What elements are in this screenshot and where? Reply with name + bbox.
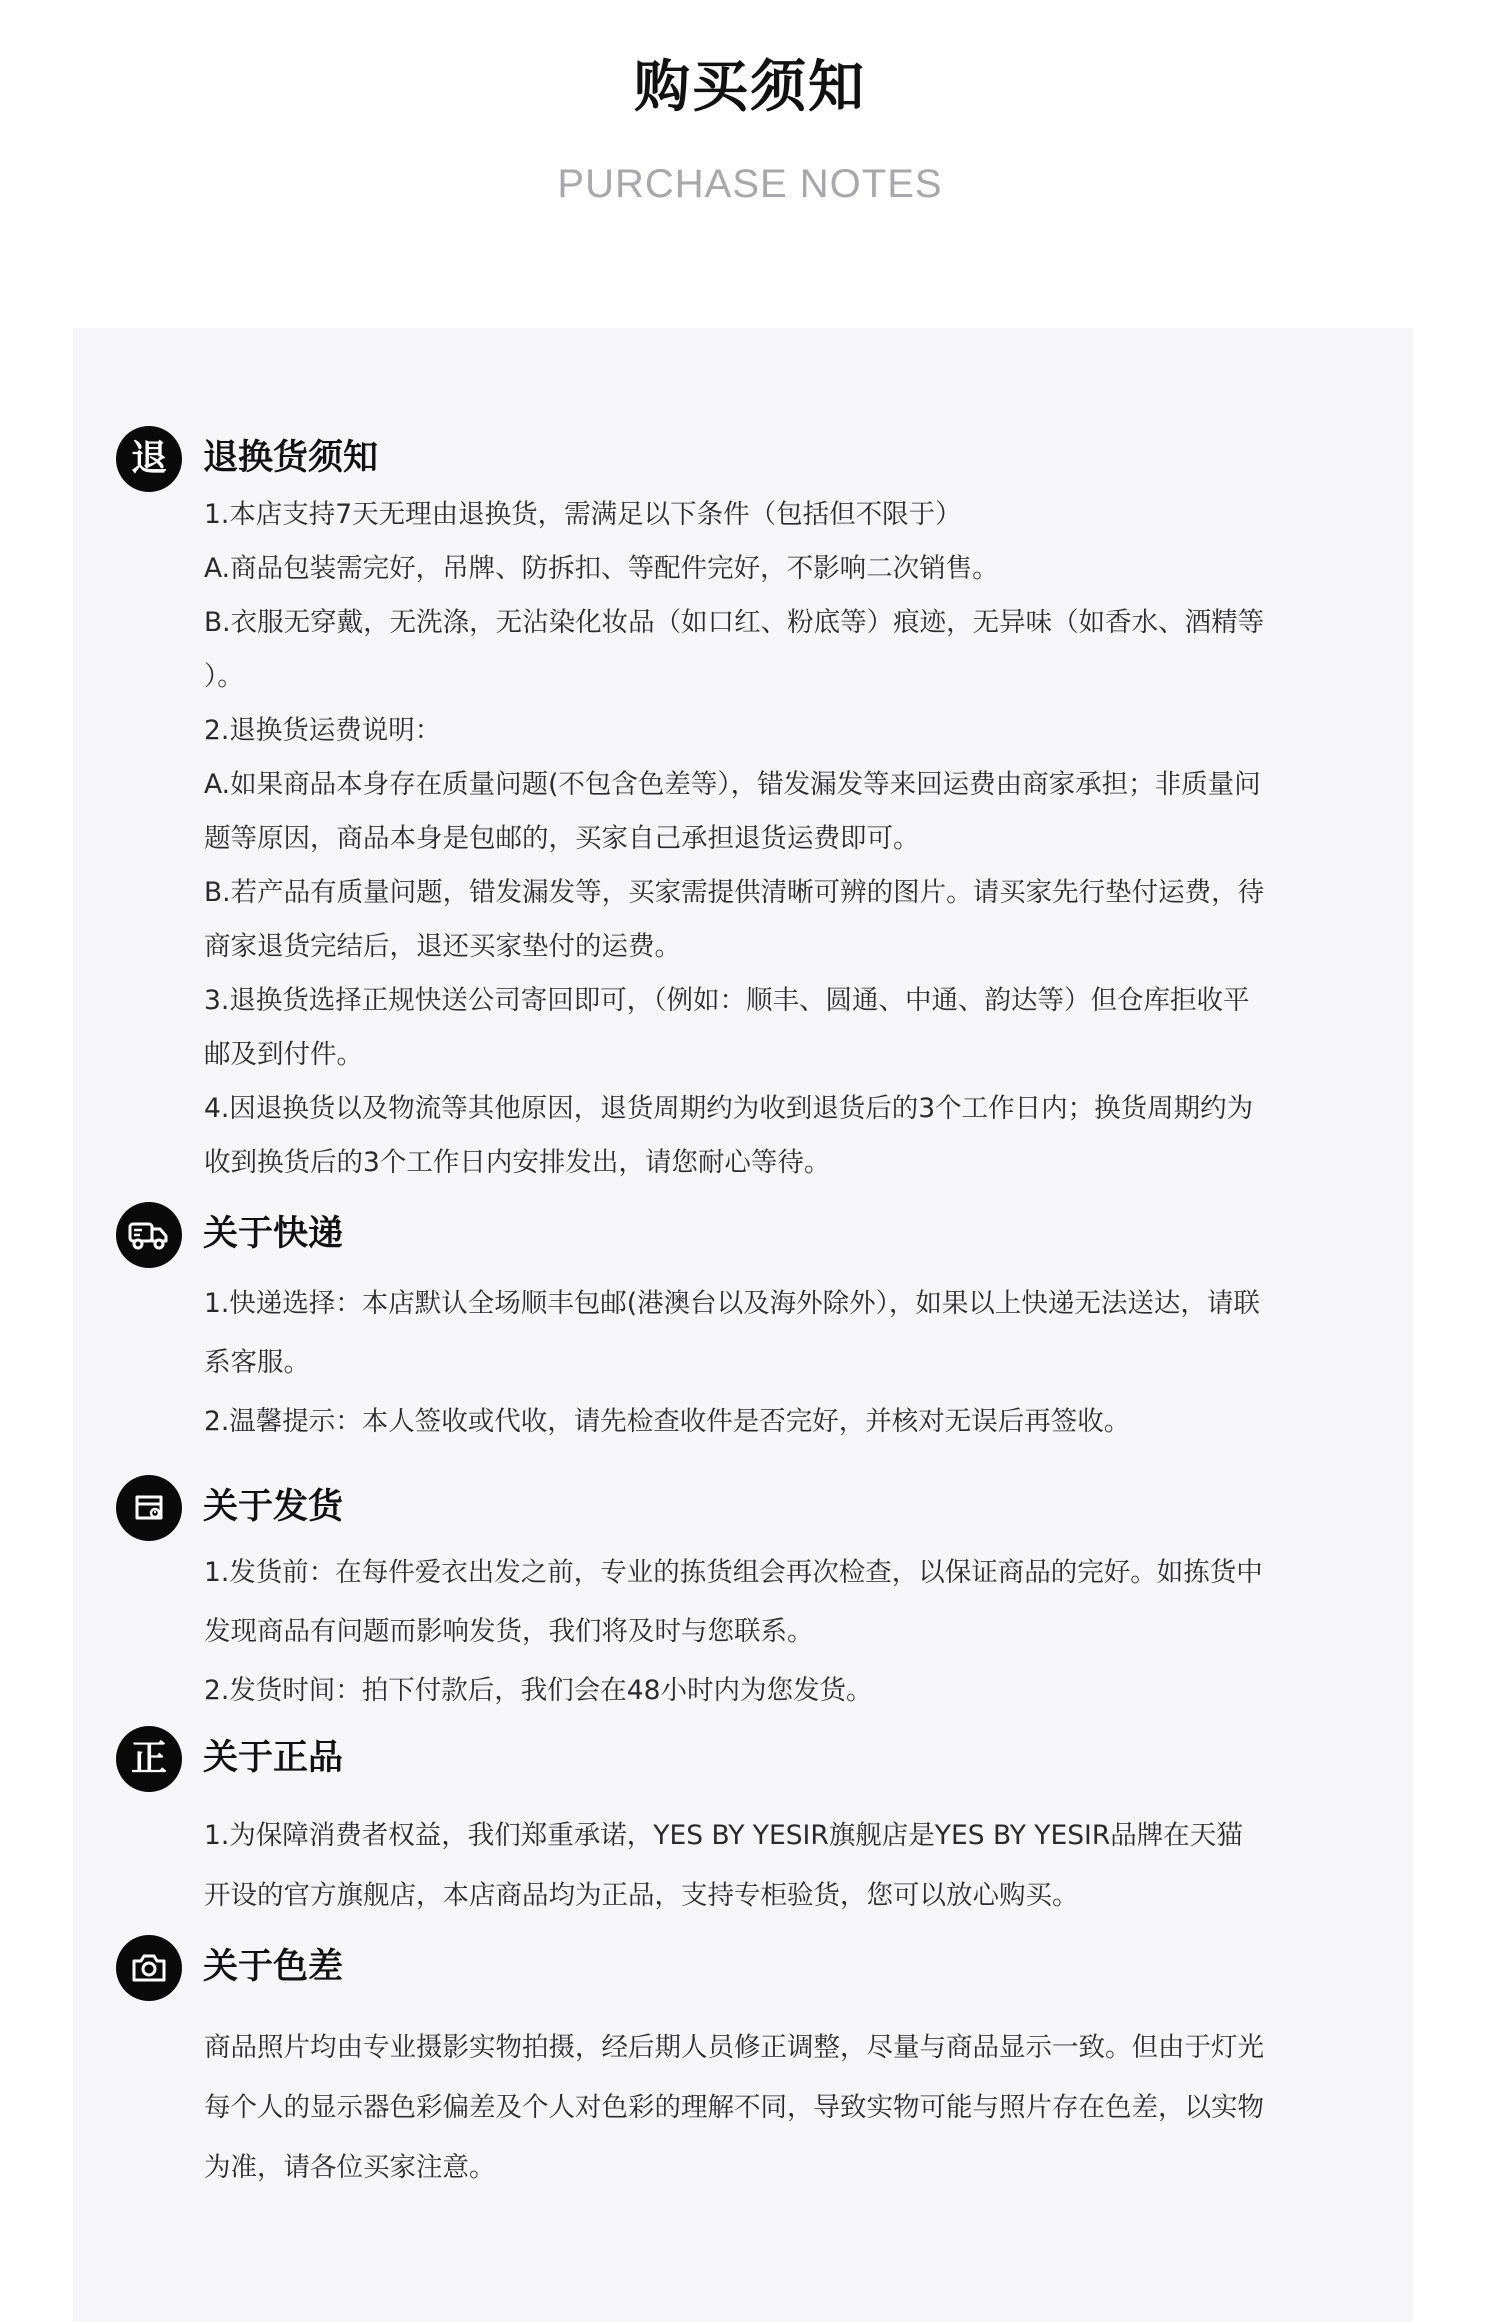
text-line: ）。: [204, 661, 244, 692]
text-line: 商品照片均由专业摄影实物拍摄，经后期人员修正调整，尽量与商品显示一致。但由于灯光: [204, 2032, 1264, 2063]
return-char-icon: 退: [116, 426, 182, 492]
section-header: [73, 1726, 1413, 1796]
section-header: [73, 1475, 1413, 1545]
shipping-box-icon: [116, 1475, 182, 1541]
text-line: 邮及到付件。: [204, 1039, 363, 1070]
section-title: 退换货须知: [203, 438, 379, 478]
section-title: 关于正品: [203, 1738, 344, 1778]
camera-icon: [116, 1935, 182, 2001]
section-header: [73, 1935, 1413, 2005]
delivery-truck-icon: [116, 1202, 182, 1268]
text-line: 3.退换货选择正规快送公司寄回即可，（例如：顺丰、圆通、中通、韵达等）但仓库拒收平: [204, 985, 1250, 1016]
section-body: [204, 2018, 1364, 2198]
page-title: 购买须知: [634, 55, 866, 120]
text-line: A.商品包装需完好，吊牌、防拆扣、等配件完好，不影响二次销售。: [204, 553, 999, 584]
section-body: [204, 1543, 1364, 1720]
text-line: B.衣服无穿戴，无洗涤，无沾染化妆品（如口红、粉底等）痕迹，无异味（如香水、酒精等: [204, 607, 1265, 638]
text-line: 每个人的显示器色彩偏差及个人对色彩的理解不同，导致实物可能与照片存在色差，以实物: [204, 2092, 1264, 2123]
section-body: [204, 1274, 1364, 1451]
section-color: [73, 1935, 1413, 2183]
section-body: [204, 488, 1364, 1190]
notes-panel: [73, 328, 1413, 2322]
section-express: [73, 1202, 1413, 1437]
text-line: 系客服。: [204, 1347, 310, 1378]
text-line: B.若产品有质量问题，错发漏发等，买家需提供清晰可辨的图片。请买家先行垫付运费，待: [204, 877, 1265, 908]
section-header: [73, 1202, 1413, 1272]
text-line: 开设的官方旗舰店，本店商品均为正品，支持专柜验货，您可以放心购买。: [204, 1880, 1079, 1911]
section-header: [73, 426, 1413, 496]
text-line: 2.退换货运费说明：: [204, 715, 442, 746]
section-title: 关于色差: [203, 1947, 344, 1987]
section-shipping: [73, 1475, 1413, 1706]
text-line: 2.温馨提示：本人签收或代收，请先检查收件是否完好，并核对无误后再签收。: [204, 1406, 1131, 1437]
section-title: 关于发货: [203, 1487, 344, 1527]
section-returns: [73, 426, 1413, 1178]
text-line: 4.因退换货以及物流等其他原因，退货周期约为收到退货后的3个工作日内；换货周期约为: [204, 1093, 1254, 1124]
page-subtitle: PURCHASE NOTES: [557, 162, 943, 206]
authentic-char-icon: 正: [116, 1726, 182, 1792]
text-line: 1.本店支持7天无理由退换货，需满足以下条件（包括但不限于）: [204, 499, 962, 530]
text-line: 收到换货后的3个工作日内安排发出，请您耐心等待。: [204, 1147, 831, 1178]
section-body: [204, 1806, 1364, 1926]
text-line: 1.快递选择：本店默认全场顺丰包邮(港澳台以及海外除外），如果以上快递无法送达，请联: [204, 1288, 1260, 1319]
text-line: 发现商品有问题而影响发货，我们将及时与您联系。: [204, 1616, 814, 1647]
section-authentic: [73, 1726, 1413, 1911]
text-line: 1.为保障消费者权益，我们郑重承诺，YES BY YESIR旗舰店是YES BY YESIR品牌在天猫: [204, 1820, 1243, 1851]
text-line: 2.发货时间：拍下付款后，我们会在48小时内为您发货。: [204, 1675, 873, 1706]
text-line: A.如果商品本身存在质量问题(不包含色差等），错发漏发等来回运费由商家承担；非质量问: [204, 769, 1261, 800]
section-title: 关于快递: [203, 1214, 344, 1254]
text-line: 1.发货前：在每件爱衣出发之前，专业的拣货组会再次检查，以保证商品的完好。如拣货中: [204, 1557, 1263, 1588]
text-line: 为准，请各位买家注意。: [204, 2152, 496, 2183]
text-line: 商家退货完结后，退还买家垫付的运费。: [204, 931, 681, 962]
text-line: 题等原因，商品本身是包邮的，买家自己承担退货运费即可。: [204, 823, 920, 854]
